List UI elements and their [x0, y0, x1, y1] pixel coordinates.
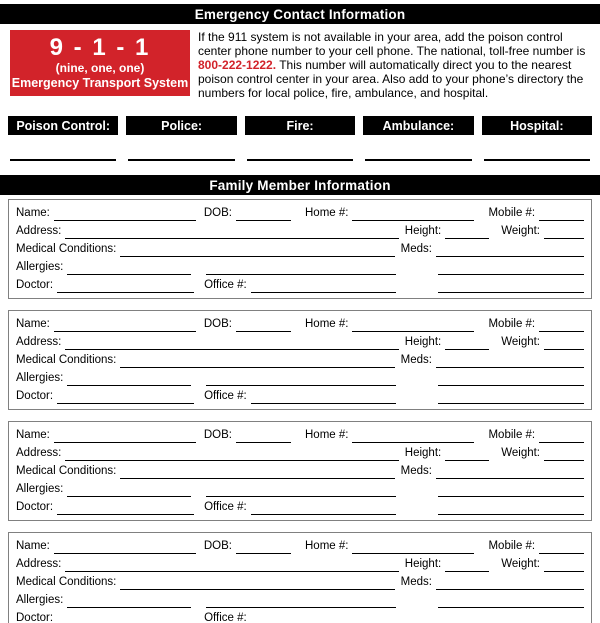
- 911-number: 9 - 1 - 1: [49, 34, 151, 62]
- height-line[interactable]: [445, 558, 489, 572]
- office-phone-label: Office #:: [204, 612, 247, 623]
- medical-conditions-label: Medical Conditions:: [16, 576, 117, 588]
- hospital-line[interactable]: [484, 159, 590, 161]
- 911-words: (nine, one, one): [55, 60, 145, 75]
- address-line[interactable]: [65, 336, 398, 350]
- address-label: Address:: [16, 225, 62, 237]
- allergies-label: Allergies:: [16, 372, 64, 384]
- meds-continuation-line[interactable]: [438, 261, 584, 275]
- allergies-row: [16, 590, 584, 608]
- family-section-title: Family Member Information: [209, 177, 391, 193]
- page-title: Emergency Contact Information: [194, 6, 406, 22]
- name-label: Name:: [16, 207, 50, 219]
- dob-line[interactable]: [236, 429, 291, 443]
- allergies-continuation-line[interactable]: [206, 372, 396, 386]
- name-row: [16, 536, 584, 554]
- address-row: [16, 554, 584, 572]
- meds-line[interactable]: [436, 243, 584, 257]
- meds-continuation-line[interactable]: [438, 594, 584, 608]
- family-member-block-4: [8, 532, 592, 623]
- weight-label: Weight:: [501, 558, 540, 570]
- height-label: Height:: [404, 225, 442, 237]
- dob-label: DOB:: [203, 207, 232, 219]
- weight-label: Weight:: [501, 336, 540, 348]
- doctor-label: Doctor:: [16, 612, 54, 623]
- ambulance-line[interactable]: [365, 159, 471, 161]
- office-phone-line[interactable]: [251, 612, 396, 623]
- medical-conditions-label: Medical Conditions:: [16, 354, 117, 366]
- mobile-phone-label: Mobile #:: [488, 540, 536, 552]
- weight-line[interactable]: [544, 336, 584, 350]
- name-line[interactable]: [54, 318, 196, 332]
- mobile-phone-line[interactable]: [539, 429, 584, 443]
- office-phone-line[interactable]: [251, 279, 396, 293]
- allergies-row: [16, 368, 584, 386]
- name-label: Name:: [16, 318, 50, 330]
- ambulance-label: Ambulance:: [363, 116, 473, 135]
- allergies-continuation-line[interactable]: [206, 261, 396, 275]
- address-line[interactable]: [65, 225, 398, 239]
- fire-label: Fire:: [245, 116, 355, 135]
- poison-control-line[interactable]: [10, 159, 116, 161]
- home-phone-line[interactable]: [352, 429, 474, 443]
- hospital-label: Hospital:: [482, 116, 592, 135]
- office-phone-line[interactable]: [251, 390, 396, 404]
- mobile-phone-label: Mobile #:: [488, 318, 536, 330]
- home-phone-line[interactable]: [352, 318, 474, 332]
- address-row: [16, 221, 584, 239]
- name-line[interactable]: [54, 540, 196, 554]
- doctor-line[interactable]: [57, 279, 194, 293]
- height-label: Height:: [404, 336, 442, 348]
- name-row: [16, 314, 584, 332]
- poison-control-instructions: [198, 30, 590, 100]
- meds-continuation-line[interactable]: [438, 372, 584, 386]
- 911-red-box: [10, 30, 190, 96]
- medical-row: [16, 239, 584, 257]
- height-line[interactable]: [445, 336, 489, 350]
- doctor-row: [16, 386, 584, 404]
- dob-label: DOB:: [203, 318, 232, 330]
- police-line[interactable]: [128, 159, 234, 161]
- allergies-label: Allergies:: [16, 483, 64, 495]
- doctor-line[interactable]: [57, 501, 194, 515]
- home-phone-line[interactable]: [352, 540, 474, 554]
- office-phone-label: Office #:: [204, 390, 247, 402]
- address-label: Address:: [16, 336, 62, 348]
- family-member-block-2: [8, 310, 592, 410]
- family-member-header: [0, 175, 600, 195]
- meds-line[interactable]: [436, 354, 584, 368]
- address-row: [16, 443, 584, 461]
- medical-row: [16, 572, 584, 590]
- dob-label: DOB:: [203, 429, 232, 441]
- meds-line[interactable]: [436, 576, 584, 590]
- mobile-phone-line[interactable]: [539, 318, 584, 332]
- home-phone-label: Home #:: [305, 429, 349, 441]
- meds-label: Meds:: [400, 243, 432, 255]
- name-label: Name:: [16, 429, 50, 441]
- medical-conditions-label: Medical Conditions:: [16, 465, 117, 477]
- weight-label: Weight:: [501, 447, 540, 459]
- allergies-continuation-line[interactable]: [206, 483, 396, 497]
- dob-label: DOB:: [203, 540, 232, 552]
- medical-row: [16, 461, 584, 479]
- allergies-line[interactable]: [67, 483, 191, 497]
- contact-label-bars: [8, 116, 592, 135]
- allergies-label: Allergies:: [16, 594, 64, 606]
- mobile-phone-line[interactable]: [539, 540, 584, 554]
- family-member-block-1: [8, 199, 592, 299]
- mobile-phone-line[interactable]: [539, 207, 584, 221]
- name-label: Name:: [16, 540, 50, 552]
- address-row: [16, 332, 584, 350]
- weight-label: Weight:: [501, 225, 540, 237]
- emergency-contact-header: [0, 4, 600, 24]
- doctor-row: [16, 275, 584, 293]
- medical-conditions-line[interactable]: [120, 465, 394, 479]
- height-line[interactable]: [445, 225, 489, 239]
- height-label: Height:: [404, 447, 442, 459]
- meds-label: Meds:: [400, 576, 432, 588]
- height-line[interactable]: [445, 447, 489, 461]
- address-line[interactable]: [65, 447, 398, 461]
- poison-control-label: Poison Control:: [8, 116, 118, 135]
- name-row: [16, 203, 584, 221]
- doctor-label: Doctor:: [16, 501, 54, 513]
- weight-line[interactable]: [544, 558, 584, 572]
- allergies-row: [16, 479, 584, 497]
- name-row: [16, 425, 584, 443]
- family-member-block-3: [8, 421, 592, 521]
- meds-label: Meds:: [400, 465, 432, 477]
- instructions-after-phone: This number will automatically direct you to the nearest poison control center in your area. Also add to your phone’s directory the numbers for local police, fire, ambulance, and hospital.: [198, 58, 584, 100]
- meds-continuation-line-2[interactable]: [438, 501, 584, 515]
- name-line[interactable]: [54, 207, 196, 221]
- address-label: Address:: [16, 558, 62, 570]
- poison-control-phone-number: 800-222-1222.: [198, 58, 277, 72]
- medical-conditions-line[interactable]: [120, 243, 394, 257]
- doctor-row: [16, 497, 584, 515]
- address-line[interactable]: [65, 558, 398, 572]
- instructions-before-phone: If the 911 system is not available in your area, add the poison control center phone number to your cell phone. The national, toll-free number is: [198, 30, 586, 58]
- height-label: Height:: [404, 558, 442, 570]
- allergies-label: Allergies:: [16, 261, 64, 273]
- medical-conditions-label: Medical Conditions:: [16, 243, 117, 255]
- contact-write-in-lines: [10, 159, 590, 161]
- doctor-label: Doctor:: [16, 390, 54, 402]
- office-phone-line[interactable]: [251, 501, 396, 515]
- dob-line[interactable]: [236, 318, 291, 332]
- fire-line[interactable]: [247, 159, 353, 161]
- meds-continuation-line-2[interactable]: [438, 390, 584, 404]
- allergies-continuation-line[interactable]: [206, 594, 396, 608]
- doctor-line[interactable]: [57, 390, 194, 404]
- allergies-line[interactable]: [67, 594, 191, 608]
- medical-row: [16, 350, 584, 368]
- weight-line[interactable]: [544, 225, 584, 239]
- doctor-label: Doctor:: [16, 279, 54, 291]
- allergies-row: [16, 257, 584, 275]
- meds-continuation-line-2[interactable]: [438, 612, 584, 623]
- medical-conditions-line[interactable]: [120, 354, 394, 368]
- home-phone-label: Home #:: [305, 207, 349, 219]
- office-phone-label: Office #:: [204, 501, 247, 513]
- intro-section: [10, 30, 590, 100]
- weight-line[interactable]: [544, 447, 584, 461]
- meds-label: Meds:: [400, 354, 432, 366]
- meds-line[interactable]: [436, 465, 584, 479]
- dob-line[interactable]: [236, 540, 291, 554]
- address-label: Address:: [16, 447, 62, 459]
- police-label: Police:: [126, 116, 236, 135]
- office-phone-label: Office #:: [204, 279, 247, 291]
- home-phone-label: Home #:: [305, 318, 349, 330]
- meds-continuation-line-2[interactable]: [438, 279, 584, 293]
- dob-line[interactable]: [236, 207, 291, 221]
- home-phone-line[interactable]: [352, 207, 474, 221]
- mobile-phone-label: Mobile #:: [488, 207, 536, 219]
- allergies-line[interactable]: [67, 261, 191, 275]
- home-phone-label: Home #:: [305, 540, 349, 552]
- name-line[interactable]: [54, 429, 196, 443]
- 911-system-label: Emergency Transport System: [11, 75, 189, 90]
- meds-continuation-line[interactable]: [438, 483, 584, 497]
- mobile-phone-label: Mobile #:: [488, 429, 536, 441]
- medical-conditions-line[interactable]: [120, 576, 394, 590]
- doctor-line[interactable]: [57, 612, 194, 623]
- allergies-line[interactable]: [67, 372, 191, 386]
- doctor-row: [16, 608, 584, 623]
